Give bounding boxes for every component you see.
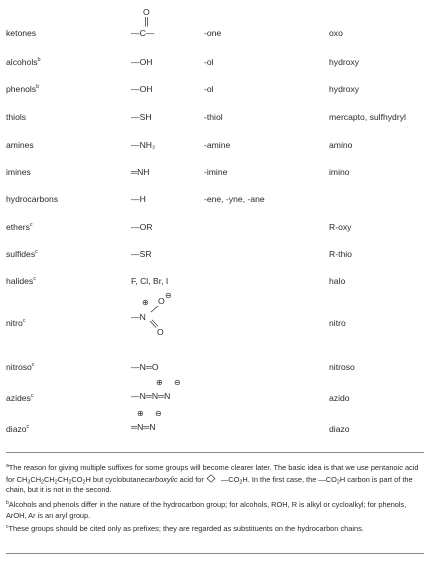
group-formula: —NH₂ bbox=[131, 140, 156, 150]
group-suffix: -one bbox=[204, 28, 222, 38]
group-name: sulfides bbox=[6, 249, 36, 259]
group-prefix: nitroso bbox=[329, 362, 355, 372]
group-prefix: R-thio bbox=[329, 249, 352, 259]
table-row bbox=[0, 246, 430, 262]
diazo-positive-charge: ⊕ bbox=[137, 409, 144, 418]
ketone-carbon: —C— bbox=[131, 28, 155, 38]
group-name: phenols bbox=[6, 84, 37, 94]
nitro-bond-upper bbox=[151, 306, 158, 312]
group-prefix: hydroxy bbox=[329, 84, 360, 94]
diazo-negative-charge: ⊖ bbox=[155, 409, 162, 418]
diazo-structure bbox=[128, 409, 188, 437]
group-name: azides bbox=[6, 393, 31, 403]
group-prefix: hydroxy bbox=[329, 57, 360, 67]
table-row bbox=[0, 191, 430, 207]
azide-negative-charge: ⊖ bbox=[174, 378, 181, 387]
table-row bbox=[0, 291, 430, 337]
group-formula: —N═O bbox=[131, 362, 159, 372]
azide-structure bbox=[128, 378, 198, 406]
group-name: amines bbox=[6, 140, 34, 150]
nitro-structure bbox=[128, 293, 188, 339]
nitro-double-bond-a bbox=[150, 321, 156, 328]
group-suffix: -imine bbox=[204, 167, 228, 177]
footnote-marker: c bbox=[22, 318, 26, 324]
nitro-oxygen-lower: O bbox=[157, 327, 164, 337]
group-suffix: -ol bbox=[204, 84, 214, 94]
footnote-marker: c bbox=[31, 362, 35, 368]
group-formula: —SH bbox=[131, 112, 152, 122]
azide-positive-charge: ⊕ bbox=[156, 378, 163, 387]
footnote-b: $^b$Alcohols and phenols differ in the nature of the hydrocarbon group; for alcohols, ROH, R is alkyl or cycloalkyl; for phenols, ArOH, Ar is an aryl group. bbox=[6, 500, 407, 520]
group-formula: —OR bbox=[131, 222, 153, 232]
table-row bbox=[0, 219, 430, 235]
ketone-structure bbox=[128, 7, 168, 43]
footnote-marker: c bbox=[26, 424, 30, 430]
nitro-nitrogen: —N bbox=[131, 312, 146, 322]
table-row bbox=[0, 359, 430, 375]
group-suffix: -amine bbox=[204, 140, 231, 150]
nitro-double-bond-b bbox=[152, 320, 158, 327]
footnote-marker: c bbox=[35, 249, 38, 255]
group-name: diazo bbox=[6, 424, 27, 434]
group-formula: F, Cl, Br, I bbox=[131, 276, 169, 286]
group-prefix: imino bbox=[329, 167, 350, 177]
group-prefix: nitro bbox=[329, 318, 346, 328]
table-row bbox=[0, 378, 430, 406]
group-suffix: -ol bbox=[204, 57, 214, 67]
group-name: nitro bbox=[6, 318, 23, 328]
footnote-c: $^c$These groups should be cited only as prefixes; they are regarded as substituents on the hydrocarbon chains. bbox=[6, 524, 364, 533]
table-row bbox=[0, 54, 430, 70]
group-name: nitroso bbox=[6, 362, 32, 372]
azide-chain: —N═N═N bbox=[131, 391, 171, 401]
bottom-divider bbox=[6, 553, 424, 554]
nitro-positive-charge: ⊕ bbox=[142, 298, 149, 307]
nitro-negative-charge: ⊖ bbox=[165, 291, 172, 300]
group-name: thiols bbox=[6, 112, 27, 122]
group-formula: —SR bbox=[131, 249, 152, 259]
group-prefix: oxo bbox=[329, 28, 343, 38]
divider bbox=[6, 452, 424, 453]
footnote-marker: c bbox=[30, 393, 34, 399]
group-formula: —OH bbox=[131, 57, 153, 67]
table-row bbox=[0, 7, 430, 41]
group-name: hydrocarbons bbox=[6, 194, 59, 204]
group-formula: —OH bbox=[131, 84, 153, 94]
group-suffix: -thiol bbox=[204, 112, 223, 122]
diazo-chain: ═N═N bbox=[131, 422, 156, 432]
nitro-oxygen-upper: O bbox=[158, 296, 165, 306]
table-row bbox=[0, 164, 430, 180]
footnote-a: $^a$The reason for giving multiple suffixes for some groups will become clearer later. The basic idea is that we use pentanoic acid for $CH_3CH_2CH_2CH_2CO_2H$ but cyclobutanecarboxylic acid for $—CO_2H$. In the first case, the $—CO_2H$ carbon is part of the chain, but it is not in the second. bbox=[6, 463, 419, 495]
footnote-marker: c bbox=[29, 222, 33, 228]
cyclobutane-ring-icon bbox=[206, 474, 221, 483]
group-prefix: azido bbox=[329, 393, 350, 403]
group-name: alcohols bbox=[6, 57, 38, 67]
group-name: ethers bbox=[6, 222, 30, 232]
table-row bbox=[0, 137, 430, 153]
table-row bbox=[0, 409, 430, 437]
group-prefix: R-oxy bbox=[329, 222, 352, 232]
group-prefix: mercapto, sulfhydryl bbox=[329, 112, 406, 122]
footnote-marker: b bbox=[37, 57, 41, 63]
group-prefix: diazo bbox=[329, 424, 350, 434]
footnote-marker: c bbox=[33, 276, 36, 282]
table-row bbox=[0, 81, 430, 97]
group-name: halides bbox=[6, 276, 34, 286]
group-prefix: amino bbox=[329, 140, 353, 150]
group-formula: —H bbox=[131, 194, 146, 204]
group-name: imines bbox=[6, 167, 31, 177]
group-formula: ═NH bbox=[131, 167, 150, 177]
table-row bbox=[0, 273, 430, 289]
ketone-oxygen: O bbox=[143, 7, 150, 17]
group-name: ketones bbox=[6, 28, 37, 38]
group-prefix: halo bbox=[329, 276, 346, 286]
footnote-marker: b bbox=[36, 84, 40, 90]
table-row bbox=[0, 109, 430, 125]
group-suffix: -ene, -yne, -ane bbox=[204, 194, 265, 204]
